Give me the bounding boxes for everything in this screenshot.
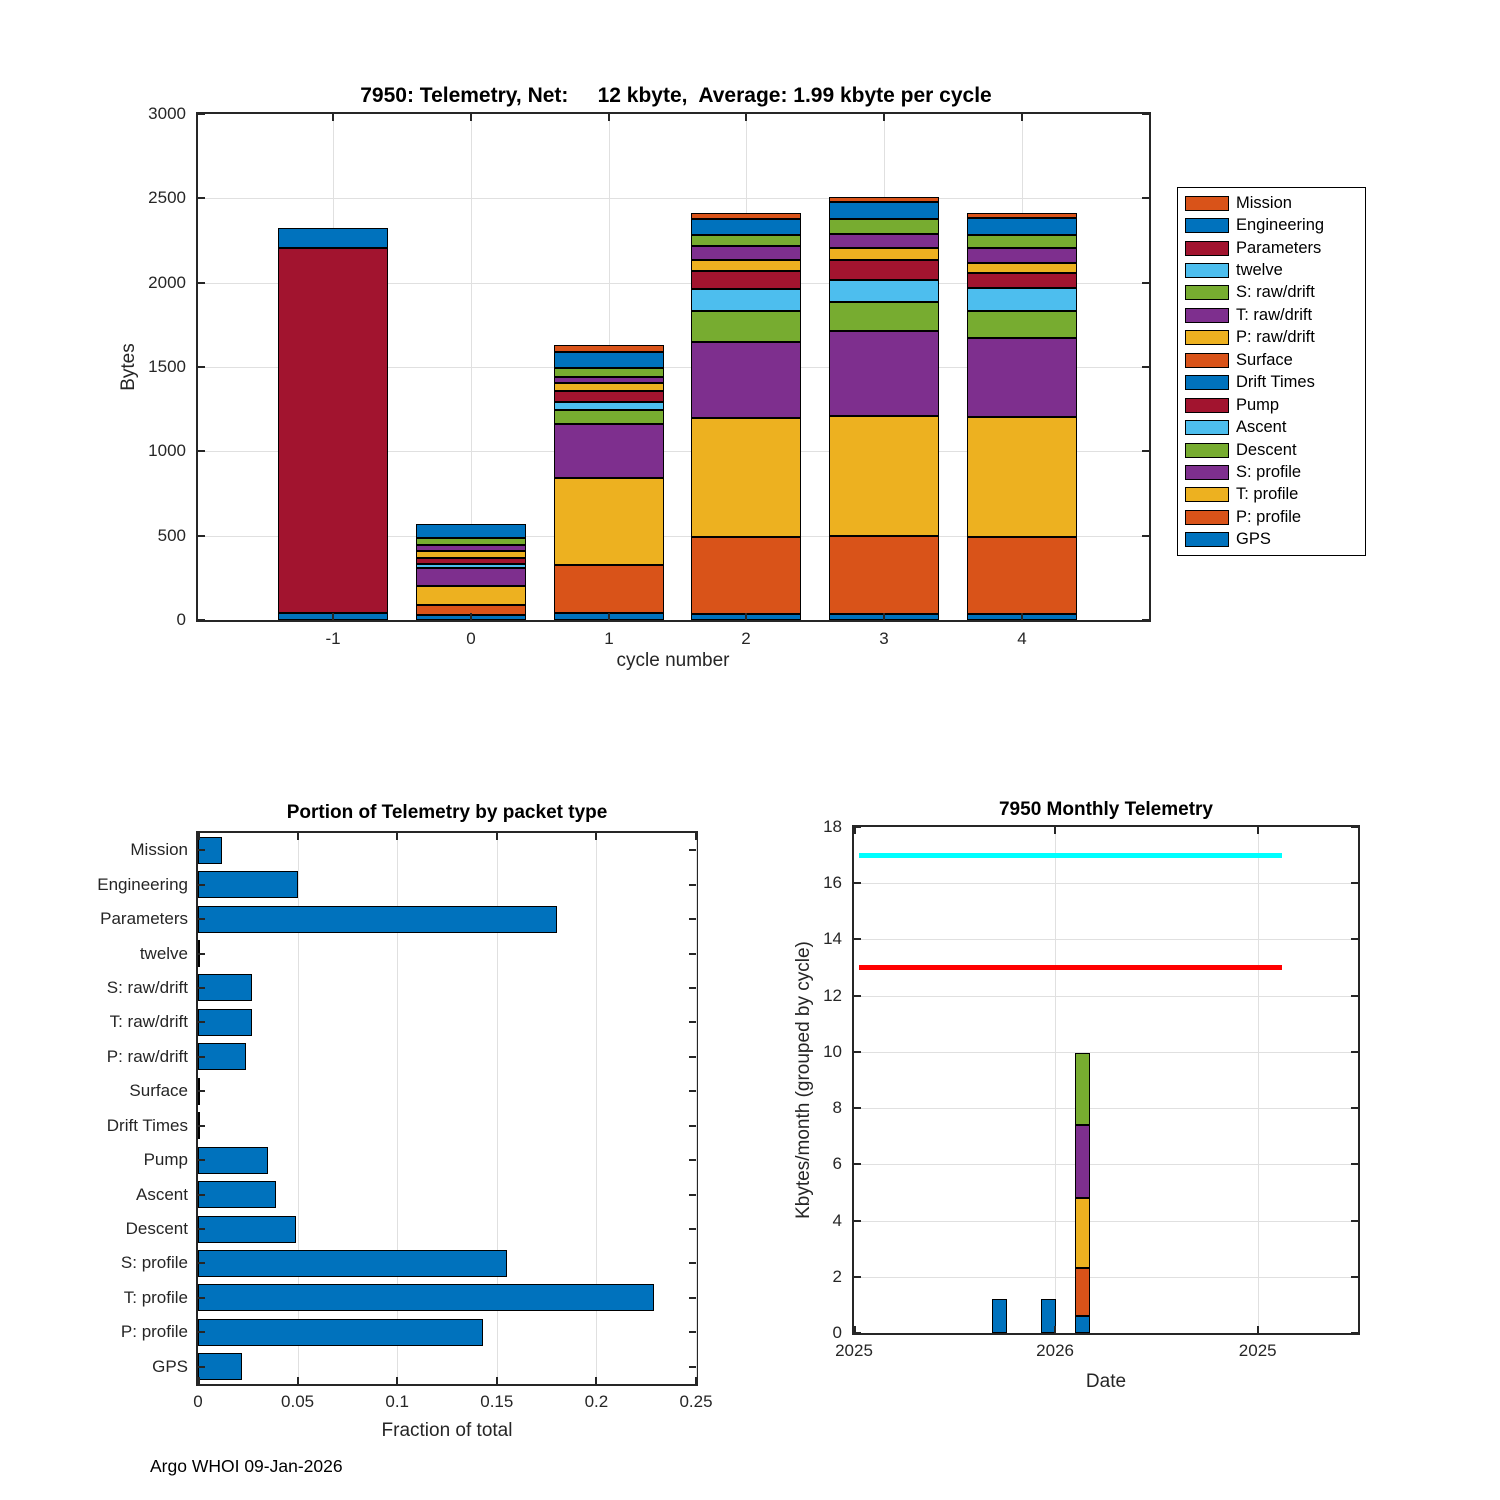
- gridline: [854, 1108, 1358, 1109]
- tick-mark: [198, 918, 205, 920]
- y-tick-label: 1500: [148, 357, 186, 376]
- bar-segment: [829, 197, 939, 203]
- bar-segment: [967, 338, 1077, 417]
- tick-mark: [198, 113, 205, 115]
- tick-mark: [689, 918, 696, 920]
- tick-mark: [883, 114, 885, 121]
- bar-segment: [967, 311, 1077, 337]
- tick-mark: [1257, 827, 1259, 834]
- tick-mark: [1351, 1107, 1358, 1109]
- bar-segment: [691, 260, 801, 271]
- bar-segment: [416, 564, 526, 568]
- tick-mark: [1054, 827, 1056, 834]
- tick-mark: [198, 282, 205, 284]
- tick-mark: [1351, 938, 1358, 940]
- legend-swatch: [1185, 330, 1229, 345]
- category-label: Descent: [125, 1219, 188, 1239]
- bar-segment: [554, 478, 664, 565]
- x-tick-label: 0.25: [679, 1392, 713, 1411]
- tick-mark: [854, 1107, 861, 1109]
- tick-mark: [297, 1377, 299, 1384]
- tick-mark: [854, 827, 856, 834]
- gridline: [696, 833, 697, 1384]
- bar-segment: [829, 202, 939, 218]
- tick-mark: [883, 613, 885, 620]
- bar-segment: [691, 219, 801, 236]
- tick-mark: [689, 1297, 696, 1299]
- tick-mark: [297, 833, 299, 840]
- bar-segment: [554, 402, 664, 410]
- category-label: T: raw/drift: [109, 1012, 188, 1032]
- tick-mark: [1351, 995, 1358, 997]
- tick-mark: [198, 535, 205, 537]
- legend-swatch: [1185, 263, 1229, 278]
- tick-mark: [854, 995, 861, 997]
- bar-segment: [554, 383, 664, 390]
- bar-segment: [416, 524, 526, 538]
- legend-swatch: [1185, 465, 1229, 480]
- tick-mark: [1021, 613, 1023, 620]
- legend-label: Pump: [1236, 395, 1280, 414]
- tick-mark: [854, 1051, 861, 1053]
- y-tick-label: 0: [832, 1323, 842, 1342]
- x-tick-label: 2025: [1238, 1341, 1277, 1360]
- tick-mark: [689, 953, 696, 955]
- gridline: [854, 1221, 1358, 1222]
- y-tick-label: 2: [832, 1266, 842, 1286]
- tick-mark: [1351, 1332, 1358, 1334]
- tick-mark: [198, 1297, 205, 1299]
- y-tick-label: 3000: [148, 104, 186, 123]
- bar-segment: [829, 416, 939, 536]
- footer-credit: Argo WHOI 09-Jan-2026: [150, 1456, 343, 1476]
- category-label: P: profile: [120, 1322, 188, 1342]
- tick-mark: [745, 114, 747, 121]
- tick-mark: [198, 1194, 205, 1196]
- tick-mark: [332, 613, 334, 620]
- legend-box: [1177, 187, 1366, 556]
- legend-swatch: [1185, 375, 1229, 390]
- x-tick-label: 2: [741, 629, 751, 648]
- legend-item: [1185, 216, 1365, 236]
- x-tick-label: 2025: [835, 1341, 873, 1360]
- bar-segment: [691, 311, 801, 341]
- legend-label: Parameters: [1236, 238, 1322, 257]
- bar: [198, 1147, 268, 1174]
- legend-label: S: raw/drift: [1236, 283, 1315, 302]
- bar-segment: [967, 273, 1077, 288]
- bar-segment: [554, 368, 664, 377]
- bar-segment: [554, 410, 664, 424]
- tick-mark: [595, 833, 597, 840]
- tick-mark: [1351, 826, 1358, 828]
- bar-segment: [691, 342, 801, 419]
- legend-label: GPS: [1236, 530, 1271, 549]
- bar-segment: [829, 260, 939, 280]
- tick-mark: [1351, 1051, 1358, 1053]
- bar-segment: [416, 586, 526, 604]
- bar: [198, 1319, 483, 1346]
- tick-mark: [745, 613, 747, 620]
- bar-segment: [554, 377, 664, 384]
- bar-segment: [967, 537, 1077, 614]
- legend-item: [1185, 395, 1365, 415]
- tick-mark: [198, 987, 205, 989]
- bar-segment: [967, 417, 1077, 537]
- tick-mark: [198, 197, 205, 199]
- tick-mark: [1054, 1326, 1056, 1333]
- tick-mark: [1142, 282, 1149, 284]
- tick-mark: [854, 1163, 861, 1165]
- tick-mark: [1021, 114, 1023, 121]
- tick-mark: [1351, 1220, 1358, 1222]
- gridline: [854, 996, 1358, 997]
- monthly-chart-title: 7950 Monthly Telemetry: [998, 799, 1214, 820]
- x-tick-label: 0.1: [385, 1392, 409, 1411]
- tick-mark: [496, 1377, 498, 1384]
- bar-segment: [829, 234, 939, 247]
- tick-mark: [1351, 1163, 1358, 1165]
- x-tick-label: 4: [1017, 629, 1027, 648]
- y-tick-label: 2500: [148, 188, 186, 208]
- y-tick-label: 6: [832, 1154, 842, 1174]
- legend-item: [1185, 193, 1365, 213]
- bar-segment: [691, 235, 801, 246]
- bar: [198, 1181, 276, 1208]
- bar: [198, 1009, 252, 1036]
- legend-label: T: profile: [1236, 485, 1299, 504]
- tick-mark: [198, 450, 205, 452]
- reference-line: [859, 853, 1282, 858]
- bar-segment: [416, 545, 526, 552]
- bar-segment: [1075, 1316, 1090, 1333]
- legend-swatch: [1185, 487, 1229, 502]
- legend-item: [1185, 418, 1365, 438]
- y-tick-label: 18: [823, 817, 842, 836]
- bar-segment: [829, 280, 939, 302]
- y-tick-label: 4: [832, 1210, 842, 1230]
- tick-mark: [695, 833, 697, 840]
- x-tick-label: 2026: [1036, 1341, 1074, 1360]
- legend-item: [1185, 328, 1365, 348]
- legend-label: Surface: [1236, 350, 1293, 369]
- gridline: [854, 883, 1358, 884]
- bar-segment: [967, 288, 1077, 311]
- bar-segment: [829, 302, 939, 331]
- tick-mark: [689, 1366, 696, 1368]
- gridline: [854, 1164, 1358, 1165]
- legend-label: S: profile: [1236, 462, 1302, 481]
- portion-x-axis-label: Fraction of total: [381, 1420, 513, 1441]
- legend-label: Mission: [1236, 193, 1292, 212]
- bar-segment: [992, 1299, 1007, 1333]
- category-label: Parameters: [100, 909, 188, 929]
- tick-mark: [198, 1377, 200, 1384]
- tick-mark: [1257, 1326, 1259, 1333]
- legend-swatch: [1185, 241, 1229, 256]
- x-tick-label: 1: [604, 629, 614, 648]
- tick-mark: [689, 1331, 696, 1333]
- category-label: Engineering: [97, 874, 188, 894]
- tick-mark: [198, 366, 205, 368]
- y-tick-label: 10: [823, 1041, 842, 1061]
- gridline: [1055, 827, 1056, 1333]
- legend-swatch: [1185, 398, 1229, 413]
- legend-item: [1185, 462, 1365, 482]
- category-label: Pump: [143, 1150, 188, 1170]
- x-tick-label: 0: [193, 1392, 203, 1411]
- bar-segment: [967, 235, 1077, 248]
- telemetry-plot-area: [148, 104, 1151, 648]
- category-label: Ascent: [136, 1184, 188, 1204]
- legend-item: [1185, 305, 1365, 325]
- bar-segment: [416, 558, 526, 564]
- bar-segment: [691, 537, 801, 613]
- legend-item: [1185, 261, 1365, 281]
- tick-mark: [1351, 882, 1358, 884]
- tick-mark: [689, 1262, 696, 1264]
- bar-segment: [691, 418, 801, 537]
- category-label: Mission: [130, 840, 188, 860]
- tick-mark: [396, 833, 398, 840]
- legend-swatch: [1185, 218, 1229, 233]
- tick-mark: [689, 1194, 696, 1196]
- y-tick-label: 0: [176, 610, 186, 629]
- category-label: T: profile: [123, 1287, 188, 1307]
- bar-segment: [967, 213, 1077, 219]
- telemetry-chart-title: 7950: Telemetry, Net: 12 kbyte, Average: 1.99 kbyte per cycle: [360, 84, 992, 107]
- tick-mark: [689, 1228, 696, 1230]
- x-tick-label: 0.2: [584, 1392, 609, 1411]
- tick-mark: [854, 938, 861, 940]
- tick-mark: [332, 114, 334, 121]
- bar-segment: [278, 228, 388, 247]
- legend-swatch: [1185, 196, 1229, 211]
- legend-swatch: [1185, 510, 1229, 525]
- tick-mark: [198, 833, 200, 840]
- bar-segment: [967, 218, 1077, 235]
- legend-item: [1185, 350, 1365, 370]
- tick-mark: [198, 884, 205, 886]
- tick-mark: [1142, 197, 1149, 199]
- legend-label: P: raw/drift: [1236, 328, 1315, 347]
- bar-segment: [554, 391, 664, 403]
- gridline: [1258, 827, 1259, 1333]
- monthly-y-axis-label: Kbytes/month (grouped by cycle): [793, 941, 814, 1219]
- bar-segment: [967, 263, 1077, 274]
- bar-segment: [967, 248, 1077, 263]
- bar-segment: [554, 345, 664, 352]
- bar: [198, 1216, 296, 1243]
- x-tick-label: -1: [325, 629, 341, 648]
- tick-mark: [689, 1125, 696, 1127]
- y-tick-label: 12: [823, 985, 842, 1005]
- tick-mark: [595, 1377, 597, 1384]
- legend-item: [1185, 373, 1365, 393]
- monthly-plot-area: [823, 817, 1360, 1360]
- tick-mark: [689, 849, 696, 851]
- portion-chart-title: Portion of Telemetry by packet type: [286, 802, 608, 823]
- legend-label: P: profile: [1236, 507, 1302, 526]
- x-tick-label: 0.05: [281, 1392, 315, 1411]
- legend-item: [1185, 530, 1365, 550]
- bar-segment: [691, 213, 801, 219]
- bar-segment: [554, 352, 664, 368]
- category-label: Surface: [129, 1081, 188, 1101]
- legend-label: Drift Times: [1236, 373, 1315, 392]
- tick-mark: [1142, 366, 1149, 368]
- y-tick-label: 500: [157, 525, 186, 545]
- category-label: Drift Times: [106, 1115, 188, 1135]
- bar-segment: [691, 246, 801, 260]
- tick-mark: [689, 1056, 696, 1058]
- tick-mark: [198, 953, 205, 955]
- bar: [198, 1043, 246, 1070]
- reference-line: [859, 965, 1282, 970]
- tick-mark: [854, 1220, 861, 1222]
- x-tick-label: 3: [879, 629, 889, 648]
- bar-segment: [416, 568, 526, 587]
- x-tick-label: 0.15: [480, 1392, 514, 1411]
- category-label: P: raw/drift: [106, 1046, 188, 1066]
- legend-item: [1185, 507, 1365, 527]
- bar-segment: [1075, 1268, 1090, 1316]
- tick-mark: [198, 1228, 205, 1230]
- bar-segment: [416, 551, 526, 557]
- legend-item: [1185, 485, 1365, 505]
- legend-swatch: [1185, 420, 1229, 435]
- tick-mark: [1142, 450, 1149, 452]
- portion-plot-area: [97, 831, 713, 1411]
- tick-mark: [689, 884, 696, 886]
- x-tick-label: 0: [466, 629, 476, 648]
- legend-item: [1185, 440, 1365, 460]
- bar: [198, 1284, 654, 1311]
- tick-mark: [1142, 113, 1149, 115]
- bar: [198, 1250, 507, 1277]
- tick-mark: [854, 1276, 861, 1278]
- tick-mark: [854, 882, 861, 884]
- bar-segment: [829, 536, 939, 614]
- tick-mark: [1351, 1276, 1358, 1278]
- legend-item: [1185, 238, 1365, 258]
- tick-mark: [1142, 619, 1149, 621]
- gridline: [854, 1277, 1358, 1278]
- tick-mark: [689, 987, 696, 989]
- monthly-x-axis-label: Date: [1085, 1371, 1127, 1392]
- gridline: [198, 198, 1149, 199]
- telemetry-x-axis-label: cycle number: [616, 650, 730, 671]
- legend-swatch: [1185, 443, 1229, 458]
- category-label: S: raw/drift: [106, 977, 188, 997]
- tick-mark: [198, 1159, 205, 1161]
- y-tick-label: 1000: [148, 441, 186, 461]
- bar: [198, 974, 252, 1001]
- tick-mark: [198, 849, 205, 851]
- legend-swatch: [1185, 532, 1229, 547]
- tick-mark: [198, 1366, 205, 1368]
- bar-segment: [691, 271, 801, 289]
- legend-label: Descent: [1236, 440, 1297, 459]
- category-label: twelve: [139, 943, 188, 963]
- tick-mark: [689, 1090, 696, 1092]
- legend-label: T: raw/drift: [1236, 305, 1313, 324]
- legend-swatch: [1185, 308, 1229, 323]
- tick-mark: [689, 1159, 696, 1161]
- tick-mark: [198, 1125, 205, 1127]
- gridline: [854, 1052, 1358, 1053]
- legend-label: Ascent: [1236, 418, 1287, 437]
- y-tick-label: 8: [832, 1098, 842, 1118]
- bar-segment: [1075, 1198, 1090, 1268]
- tick-mark: [1142, 535, 1149, 537]
- tick-mark: [854, 1326, 856, 1333]
- tick-mark: [608, 114, 610, 121]
- tick-mark: [198, 619, 205, 621]
- tick-mark: [198, 1331, 205, 1333]
- legend-swatch: [1185, 353, 1229, 368]
- category-label: S: profile: [120, 1253, 188, 1273]
- tick-mark: [608, 613, 610, 620]
- bar-segment: [278, 248, 388, 613]
- bar-segment: [1075, 1053, 1090, 1125]
- tick-mark: [689, 1021, 696, 1023]
- bar: [198, 871, 298, 898]
- legend-item: [1185, 283, 1365, 303]
- bar-segment: [416, 538, 526, 545]
- y-tick-label: 14: [823, 929, 842, 949]
- bar-segment: [691, 289, 801, 311]
- bar-segment: [829, 219, 939, 235]
- tick-mark: [198, 1021, 205, 1023]
- tick-mark: [470, 114, 472, 121]
- bar-segment: [554, 424, 664, 478]
- bar-segment: [829, 331, 939, 416]
- tick-mark: [198, 1090, 205, 1092]
- gridline: [854, 939, 1358, 940]
- legend-swatch: [1185, 285, 1229, 300]
- bar: [198, 906, 557, 933]
- tick-mark: [198, 1262, 205, 1264]
- y-tick-label: 2000: [148, 272, 186, 292]
- tick-mark: [198, 1056, 205, 1058]
- bar-segment: [1075, 1125, 1090, 1198]
- category-label: GPS: [152, 1356, 188, 1376]
- y-tick-label: 16: [823, 873, 842, 893]
- legend-label: Engineering: [1236, 216, 1325, 235]
- tick-mark: [695, 1377, 697, 1384]
- bar-segment: [554, 565, 664, 613]
- bar-segment: [829, 248, 939, 260]
- tick-mark: [496, 833, 498, 840]
- tick-mark: [470, 613, 472, 620]
- telemetry-y-axis-label: Bytes: [118, 343, 139, 391]
- legend-label: twelve: [1236, 261, 1283, 280]
- tick-mark: [396, 1377, 398, 1384]
